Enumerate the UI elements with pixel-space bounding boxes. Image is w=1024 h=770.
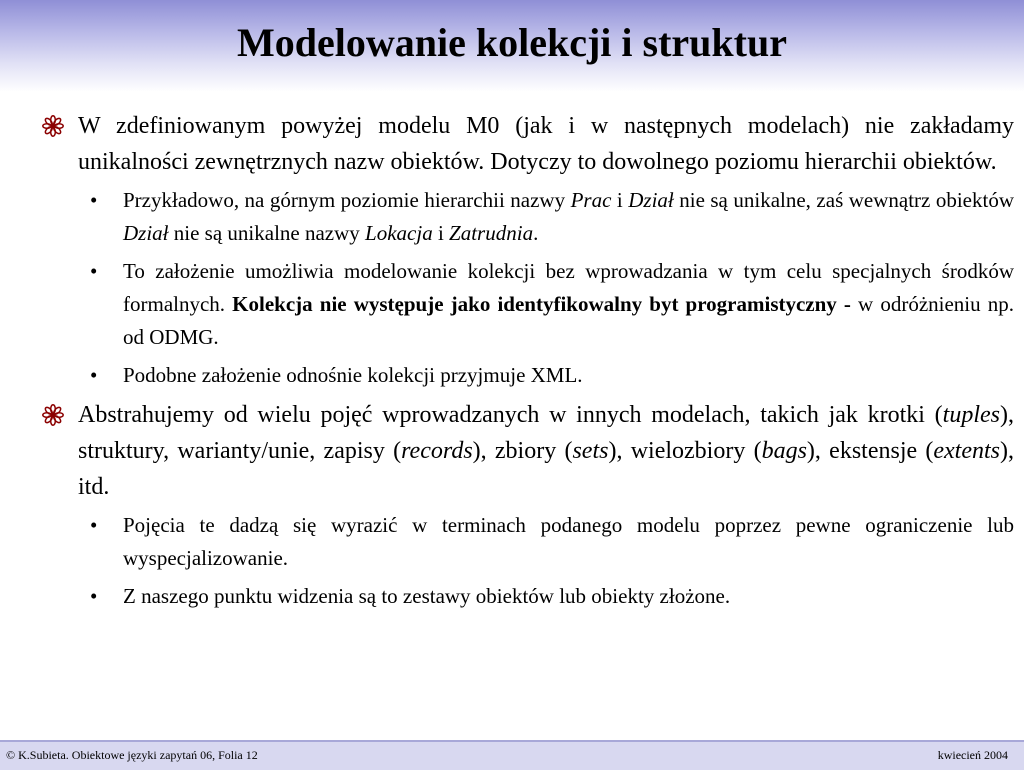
text-run: W zdefiniowanym powyżej modelu M0 (jak i w następnych modelach) nie zakładamy unikalności zewnętrznych nazw obiektów. Dotyczy to dowolnego poziomu hierarchii obiektów. — [78, 113, 1014, 175]
italic-term: tuples — [942, 402, 1000, 428]
text-run: Pojęcia te dadzą się wyrazić w terminach podanego modelu poprzez pewne ograniczenie lub wyspecjalizowanie. — [123, 513, 1014, 570]
slide-title: Modelowanie kolekcji i struktur — [237, 20, 787, 65]
italic-term: bags — [761, 438, 807, 464]
text-run: ), itd. — [78, 438, 1015, 500]
flower-bullet-icon — [42, 404, 64, 426]
bullet-item — [42, 397, 1014, 505]
text-run: nie są unikalne, zaś wewnątrz obiektów — [673, 188, 1014, 212]
italic-term: Dział — [628, 188, 674, 212]
text-run: To założenie umożliwia modelowanie kolekcji bez wprowadzania w tym celu specjalnych środków formalnych. — [123, 259, 1014, 316]
italic-term: Zatrudnia — [449, 221, 534, 245]
flower-bullet-icon — [42, 115, 64, 137]
bullet-dot-icon: • — [90, 584, 98, 608]
bullet-dot-icon: • — [90, 513, 98, 537]
text-run: Z naszego punktu widzenia są to zestawy obiektów lub obiekty złożone. — [123, 584, 731, 608]
text-run: Podobne założenie odnośnie kolekcji przyjmuje XML. — [123, 363, 583, 387]
bold-text: Kolekcja nie występuje jako identyfikowalny byt programistyczny - — [232, 292, 851, 316]
bullet-dot-icon: • — [90, 188, 98, 212]
footer-copyright: © K.Subieta. Obiektowe języki zapytań 06, Folia 12 — [6, 748, 258, 762]
italic-term: extents — [933, 438, 1001, 464]
italic-term: Dział — [123, 221, 169, 245]
italic-term: records — [401, 438, 473, 464]
bullet-dot-icon: • — [90, 363, 98, 387]
text-run: i — [432, 221, 450, 245]
italic-term: Lokacja — [365, 221, 433, 245]
text-run: ), ekstensje ( — [806, 438, 934, 464]
italic-term: Prac — [570, 188, 612, 212]
text-run: ), struktury, warianty/unie, zapisy ( — [78, 402, 1014, 464]
sub-bullet-item — [78, 184, 1014, 250]
text-run: . — [533, 221, 539, 245]
footer — [0, 740, 1024, 770]
text-run: Abstrahujemy od wielu pojęć wprowadzanych w innych modelach, takich jak krotki ( — [78, 402, 943, 428]
sub-bullet-item — [78, 580, 1014, 613]
sub-bullet-item — [78, 255, 1014, 354]
bullet-item — [42, 108, 1014, 180]
sub-bullet-item — [78, 509, 1014, 575]
text-run: w odróżnieniu np. od ODMG. — [123, 292, 1014, 349]
text-run: ), wielozbiory ( — [608, 438, 762, 464]
slide-content — [42, 108, 1014, 618]
footer-date: kwiecień 2004 — [937, 748, 1008, 762]
text-run: ), zbiory ( — [472, 438, 573, 464]
bullet-dot-icon: • — [90, 259, 98, 283]
text-run: nie są unikalne nazwy — [168, 221, 366, 245]
text-run: i — [611, 188, 629, 212]
italic-term: sets — [572, 438, 609, 464]
text-run: Przykładowo, na górnym poziomie hierarchii nazwy — [123, 188, 571, 212]
sub-bullet-item — [78, 359, 1014, 392]
